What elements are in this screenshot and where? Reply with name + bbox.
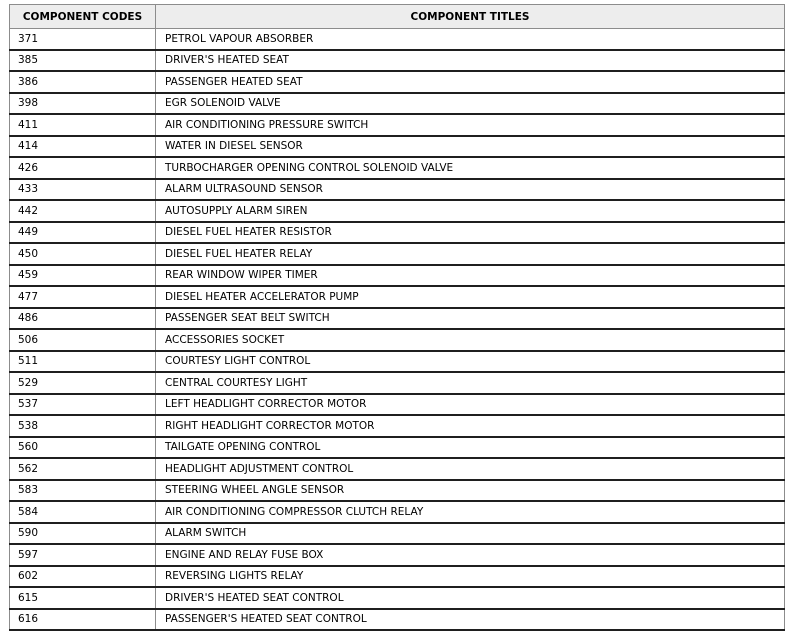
component-title-cell: AIR CONDITIONING PRESSURE SWITCH [156, 114, 785, 136]
component-code-cell: 597 [10, 544, 156, 566]
table-row [10, 415, 785, 437]
table-row [10, 93, 785, 115]
component-title-cell: AUTOSUPPLY ALARM SIREN [156, 200, 785, 222]
table-row [10, 480, 785, 502]
table-row [10, 437, 785, 459]
table-row [10, 609, 785, 631]
table-row [10, 523, 785, 545]
table-row [10, 29, 785, 50]
component-title-cell: AIR CONDITIONING COMPRESSOR CLUTCH RELAY [156, 501, 785, 523]
table-row [10, 114, 785, 136]
component-title-cell: ACCESSORIES SOCKET [156, 329, 785, 351]
component-title-cell: LEFT HEADLIGHT CORRECTOR MOTOR [156, 394, 785, 416]
component-code-cell: 398 [10, 93, 156, 115]
table-row [10, 71, 785, 93]
component-title-cell: TAILGATE OPENING CONTROL [156, 437, 785, 459]
component-title-cell: EGR SOLENOID VALVE [156, 93, 785, 115]
component-title-cell: ALARM SWITCH [156, 523, 785, 545]
component-code-cell: 442 [10, 200, 156, 222]
component-title-cell: PASSENGER SEAT BELT SWITCH [156, 308, 785, 330]
component-title-cell: TURBOCHARGER OPENING CONTROL SOLENOID VALVE [156, 157, 785, 179]
table-row [10, 200, 785, 222]
component-code-cell: 511 [10, 351, 156, 373]
table-row [10, 243, 785, 265]
component-title-cell: RIGHT HEADLIGHT CORRECTOR MOTOR [156, 415, 785, 437]
component-title-cell: PETROL VAPOUR ABSORBER [156, 29, 785, 50]
component-code-cell: 602 [10, 566, 156, 588]
component-code-cell: 385 [10, 50, 156, 72]
component-title-cell: HEADLIGHT ADJUSTMENT CONTROL [156, 458, 785, 480]
header-component-titles: COMPONENT TITLES [156, 5, 785, 29]
header-row [10, 5, 785, 29]
component-title-cell: DIESEL HEATER ACCELERATOR PUMP [156, 286, 785, 308]
component-title-cell: ENGINE AND RELAY FUSE BOX [156, 544, 785, 566]
component-code-cell: 583 [10, 480, 156, 502]
component-title-cell: REAR WINDOW WIPER TIMER [156, 265, 785, 287]
component-title-cell: REVERSING LIGHTS RELAY [156, 566, 785, 588]
table-row [10, 501, 785, 523]
table-row [10, 157, 785, 179]
component-code-cell: 411 [10, 114, 156, 136]
component-code-cell: 426 [10, 157, 156, 179]
component-code-cell: 386 [10, 71, 156, 93]
table-body [10, 29, 785, 631]
component-codes-table [9, 4, 785, 631]
table-row [10, 372, 785, 394]
component-title-cell: STEERING WHEEL ANGLE SENSOR [156, 480, 785, 502]
component-code-cell: 433 [10, 179, 156, 201]
table-row [10, 566, 785, 588]
component-code-cell: 529 [10, 372, 156, 394]
component-title-cell: PASSENGER'S HEATED SEAT CONTROL [156, 609, 785, 631]
component-code-cell: 486 [10, 308, 156, 330]
component-code-cell: 584 [10, 501, 156, 523]
table-row [10, 394, 785, 416]
component-title-cell: ALARM ULTRASOUND SENSOR [156, 179, 785, 201]
component-code-cell: 537 [10, 394, 156, 416]
component-title-cell: PASSENGER HEATED SEAT [156, 71, 785, 93]
component-code-cell: 562 [10, 458, 156, 480]
component-code-cell: 616 [10, 609, 156, 631]
table-row [10, 286, 785, 308]
component-title-cell: COURTESY LIGHT CONTROL [156, 351, 785, 373]
component-title-cell: DIESEL FUEL HEATER RELAY [156, 243, 785, 265]
component-code-cell: 590 [10, 523, 156, 545]
component-code-cell: 477 [10, 286, 156, 308]
component-code-cell: 506 [10, 329, 156, 351]
table-row [10, 544, 785, 566]
component-code-cell: 459 [10, 265, 156, 287]
table-row [10, 587, 785, 609]
component-code-cell: 560 [10, 437, 156, 459]
table-row [10, 222, 785, 244]
table-row [10, 50, 785, 72]
table-row [10, 458, 785, 480]
component-code-cell: 615 [10, 587, 156, 609]
table-row [10, 265, 785, 287]
table-row [10, 329, 785, 351]
component-title-cell: CENTRAL COURTESY LIGHT [156, 372, 785, 394]
component-code-cell: 449 [10, 222, 156, 244]
component-code-cell: 450 [10, 243, 156, 265]
table-row [10, 136, 785, 158]
table-row [10, 308, 785, 330]
component-code-cell: 371 [10, 29, 156, 50]
component-title-cell: DRIVER'S HEATED SEAT CONTROL [156, 587, 785, 609]
component-title-cell: DRIVER'S HEATED SEAT [156, 50, 785, 72]
component-title-cell: DIESEL FUEL HEATER RESISTOR [156, 222, 785, 244]
table-row [10, 351, 785, 373]
table-header [10, 5, 785, 29]
component-code-cell: 538 [10, 415, 156, 437]
component-table-container [9, 4, 784, 631]
component-code-cell: 414 [10, 136, 156, 158]
table-row [10, 179, 785, 201]
header-component-codes: COMPONENT CODES [10, 5, 156, 29]
component-title-cell: WATER IN DIESEL SENSOR [156, 136, 785, 158]
